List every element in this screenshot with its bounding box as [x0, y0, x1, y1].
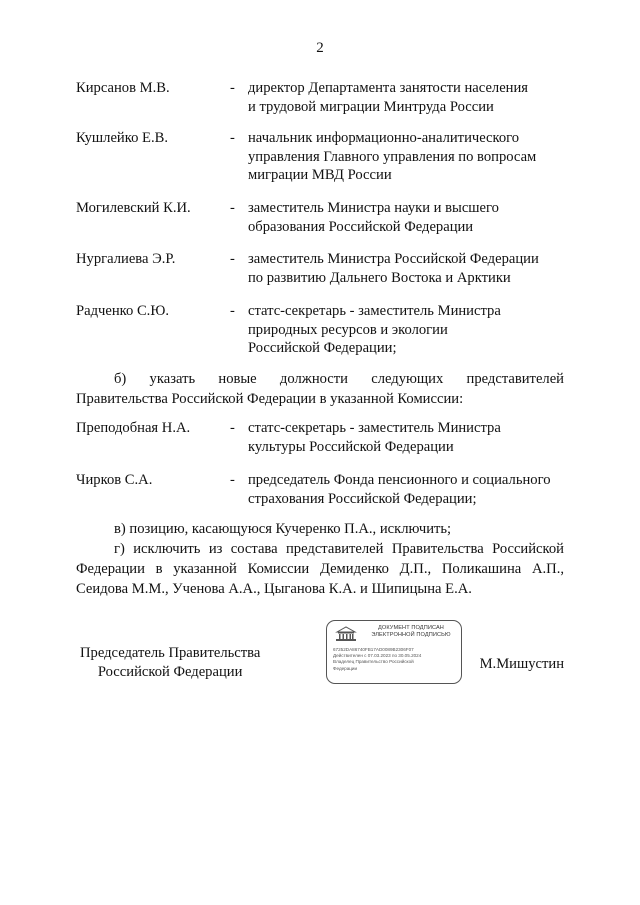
position-line: директор Департамента занятости населения — [248, 80, 529, 96]
member-name: Могилевский К.И. — [76, 200, 191, 216]
position-line: страхования Российской Федерации; — [248, 490, 477, 507]
member-name: Радченко С.Ю. — [76, 303, 169, 319]
position-line: по развитию Дальнего Востока и Арктики — [248, 269, 511, 286]
member-position — [248, 471, 578, 508]
member-position — [248, 419, 578, 456]
paragraph-v — [76, 519, 564, 539]
member-dash: - — [230, 251, 235, 267]
member-position — [248, 302, 578, 358]
member-name: Нургалиева Э.Р. — [76, 251, 176, 267]
stamp-heading — [363, 625, 459, 639]
position-line: председатель Фонда пенсионного и социального — [248, 472, 551, 488]
paragraph-b — [76, 369, 564, 409]
member-name: Преподобная Н.А. — [76, 420, 191, 436]
position-line: культуры Российской Федерации — [248, 438, 454, 455]
signatory-title — [80, 644, 260, 682]
position-line: природных ресурсов и экологии — [248, 321, 448, 338]
member-position — [248, 250, 578, 287]
position-line: Российской Федерации; — [248, 340, 397, 356]
stamp-heading-line: ЭЛЕКТРОННОЙ ПОДПИСЬЮ — [371, 632, 451, 638]
page-number: 2 — [316, 40, 324, 56]
paragraph-line: Сеидова М.М., Ученова А.А., Цыганова К.А. и Шипицына Е.А. — [76, 581, 472, 597]
paragraph-line: в) позицию, касающуюся Кучеренко П.А., исключить; — [114, 521, 452, 537]
member-dash: - — [230, 80, 235, 96]
position-line: заместитель Министра науки и высшего — [248, 200, 499, 216]
stamp-validity: Действителен с 07.03.2023 по 30.05.2024 — [333, 653, 422, 659]
member-dash: - — [230, 303, 235, 319]
member-name: Кирсанов М.В. — [76, 80, 170, 96]
position-line: и трудовой миграции Минтруда России — [248, 98, 494, 115]
paragraph-line: Правительства Российской Федерации в указанной Комиссии: — [76, 391, 464, 407]
member-dash: - — [230, 472, 235, 488]
member-name: Чирков С.А. — [76, 472, 153, 488]
member-dash: - — [230, 420, 235, 436]
electronic-signature-stamp — [326, 620, 462, 684]
stamp-owner: Федерации — [333, 665, 358, 671]
position-line: статс-секретарь - заместитель Министра — [248, 303, 501, 319]
paragraph-line: б) указать новые должности следующих представителей — [114, 371, 564, 387]
government-building-icon — [335, 626, 357, 642]
paragraph-line: Федерации в указанной Комиссии Демиденко Д.П., Поликашина А.П., — [76, 561, 564, 577]
member-dash: - — [230, 130, 235, 146]
position-line: начальник информационно-аналитического — [248, 130, 520, 146]
position-line: управления Главного управления по вопросам — [248, 148, 537, 165]
stamp-certificate: 67252DA86740FB17AD0089B2306F07 — [333, 647, 414, 652]
position-line: статс-секретарь - заместитель Министра — [248, 420, 501, 436]
stamp-heading-line: ДОКУМЕНТ ПОДПИСАН — [378, 625, 444, 631]
paragraph-line: г) исключить из состава представителей Правительства Российской — [114, 541, 564, 557]
member-position — [248, 79, 578, 116]
signatory-title-line: Председатель Правительства — [80, 645, 261, 661]
signer-name: М.Мишустин — [479, 656, 564, 672]
paragraph-g — [76, 539, 564, 599]
position-line: образования Российской Федерации — [248, 218, 474, 235]
member-dash: - — [230, 200, 235, 216]
position-line: миграции МВД России — [248, 167, 392, 183]
stamp-details — [333, 647, 459, 672]
stamp-owner: Владелец Правительство Российской — [333, 659, 414, 665]
member-position — [248, 199, 578, 236]
position-line: заместитель Министра Российской Федерации — [248, 251, 539, 267]
member-position — [248, 129, 578, 185]
signatory-title-line: Российской Федерации — [97, 664, 243, 680]
member-name: Кушлейко Е.В. — [76, 130, 168, 146]
